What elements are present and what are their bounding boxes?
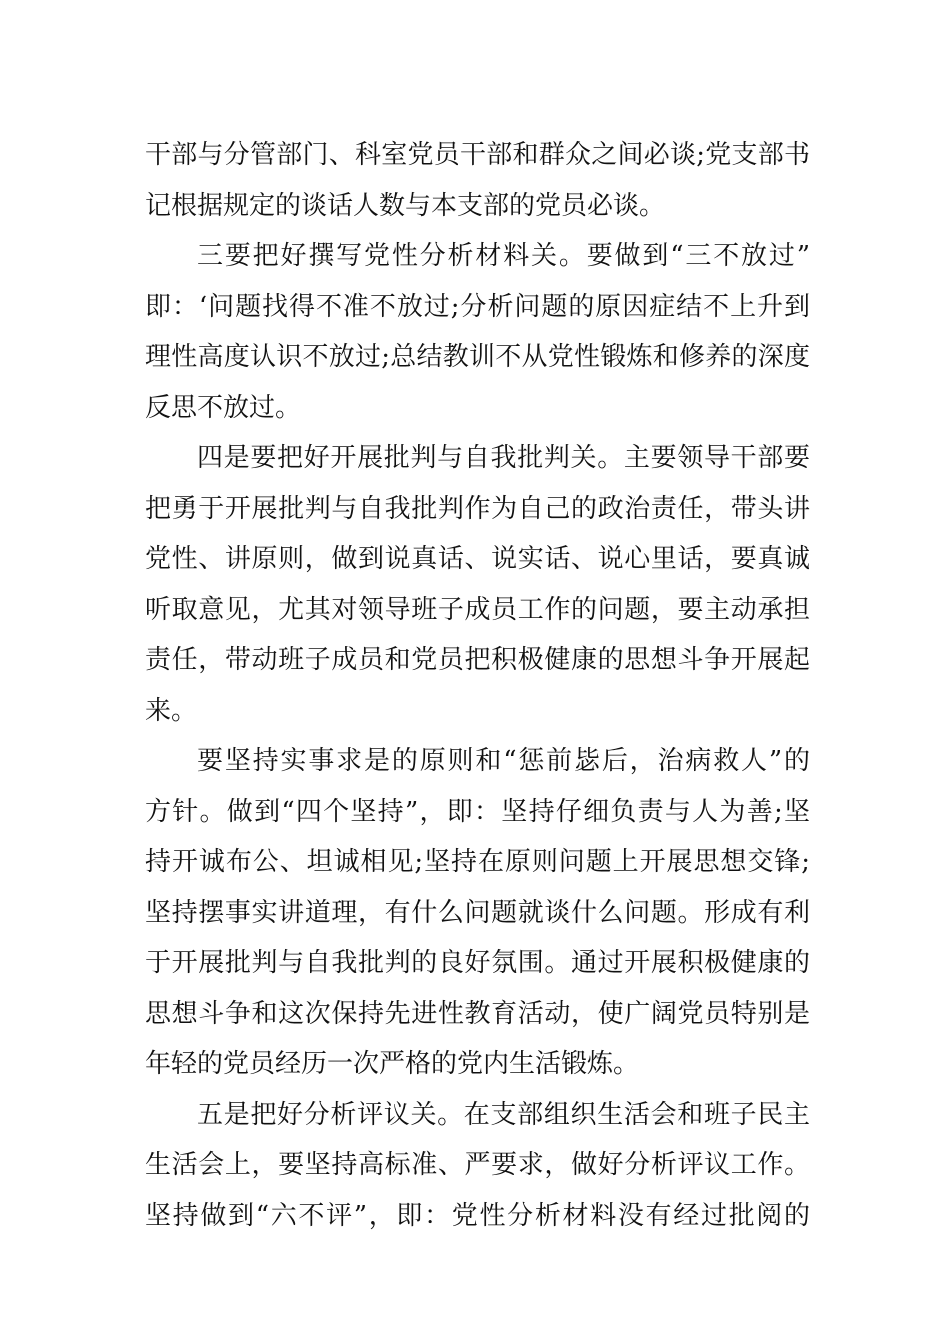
text-line: 四是要把好开展批判与自我批判关。主要领导干部要 [197, 443, 810, 473]
text-line: 要坚持实事求是的原则和“惩前毖后，治病救人”的 [197, 746, 810, 776]
text-line: 坚持做到“六不评”，即：党性分析材料没有经过批阅的 [145, 1200, 810, 1231]
text-line: 干部与分管部门、科室党员干部和群众之间必谈;党支部书 [145, 140, 810, 170]
text-line: 记根据规定的谈话人数与本支部的党员必谈。 [145, 190, 666, 221]
text-line: 三要把好撰写党性分析材料关。要做到“三不放过” [197, 241, 810, 271]
text-line: 方针。做到“四个坚持”，即：坚持仔细负责与人为善;坚 [145, 796, 810, 827]
text-line: 持开诚布公、坦诚相见;坚持在原则问题上开展思想交锋; [145, 847, 810, 877]
text-line: 责任，带动班子成员和党员把积极健康的思想斗争开展起 [145, 645, 810, 675]
text-line: 年轻的党员经历一次严格的党内生活锻炼。 [145, 1049, 640, 1079]
text-line: 理性高度认识不放过;总结教训不从党性锻炼和修养的深度 [145, 342, 810, 372]
document-page [145, 130, 810, 1241]
text-line: 反思不放过。 [145, 392, 302, 423]
text-line: 坚持摆事实讲道理，有什么问题就谈什么问题。形成有利 [145, 897, 810, 928]
text-line: 党性、讲原则，做到说真话、说实话、说心里话，要真诚 [145, 544, 810, 574]
text-line: 来。 [145, 695, 198, 726]
text-line: 听取意见，尤其对领导班子成员工作的问题，要主动承担 [145, 594, 810, 625]
document-body [145, 130, 810, 1241]
text-line: 把勇于开展批判与自我批判作为自己的政治责任，带头讲 [145, 493, 810, 524]
text-line: 思想斗争和这次保持先进性教育活动，使广阔党员特别是 [145, 998, 810, 1029]
text-line: 于开展批判与自我批判的良好氛围。通过开展积极健康的 [145, 948, 810, 978]
text-line: 生活会上，要坚持高标准、严要求，做好分析评议工作。 [145, 1150, 810, 1180]
text-line: 五是把好分析评议关。在支部组织生活会和班子民主 [197, 1099, 810, 1130]
text-line: 即：‘问题找得不准不放过;分析问题的原因症结不上升到 [145, 291, 810, 322]
